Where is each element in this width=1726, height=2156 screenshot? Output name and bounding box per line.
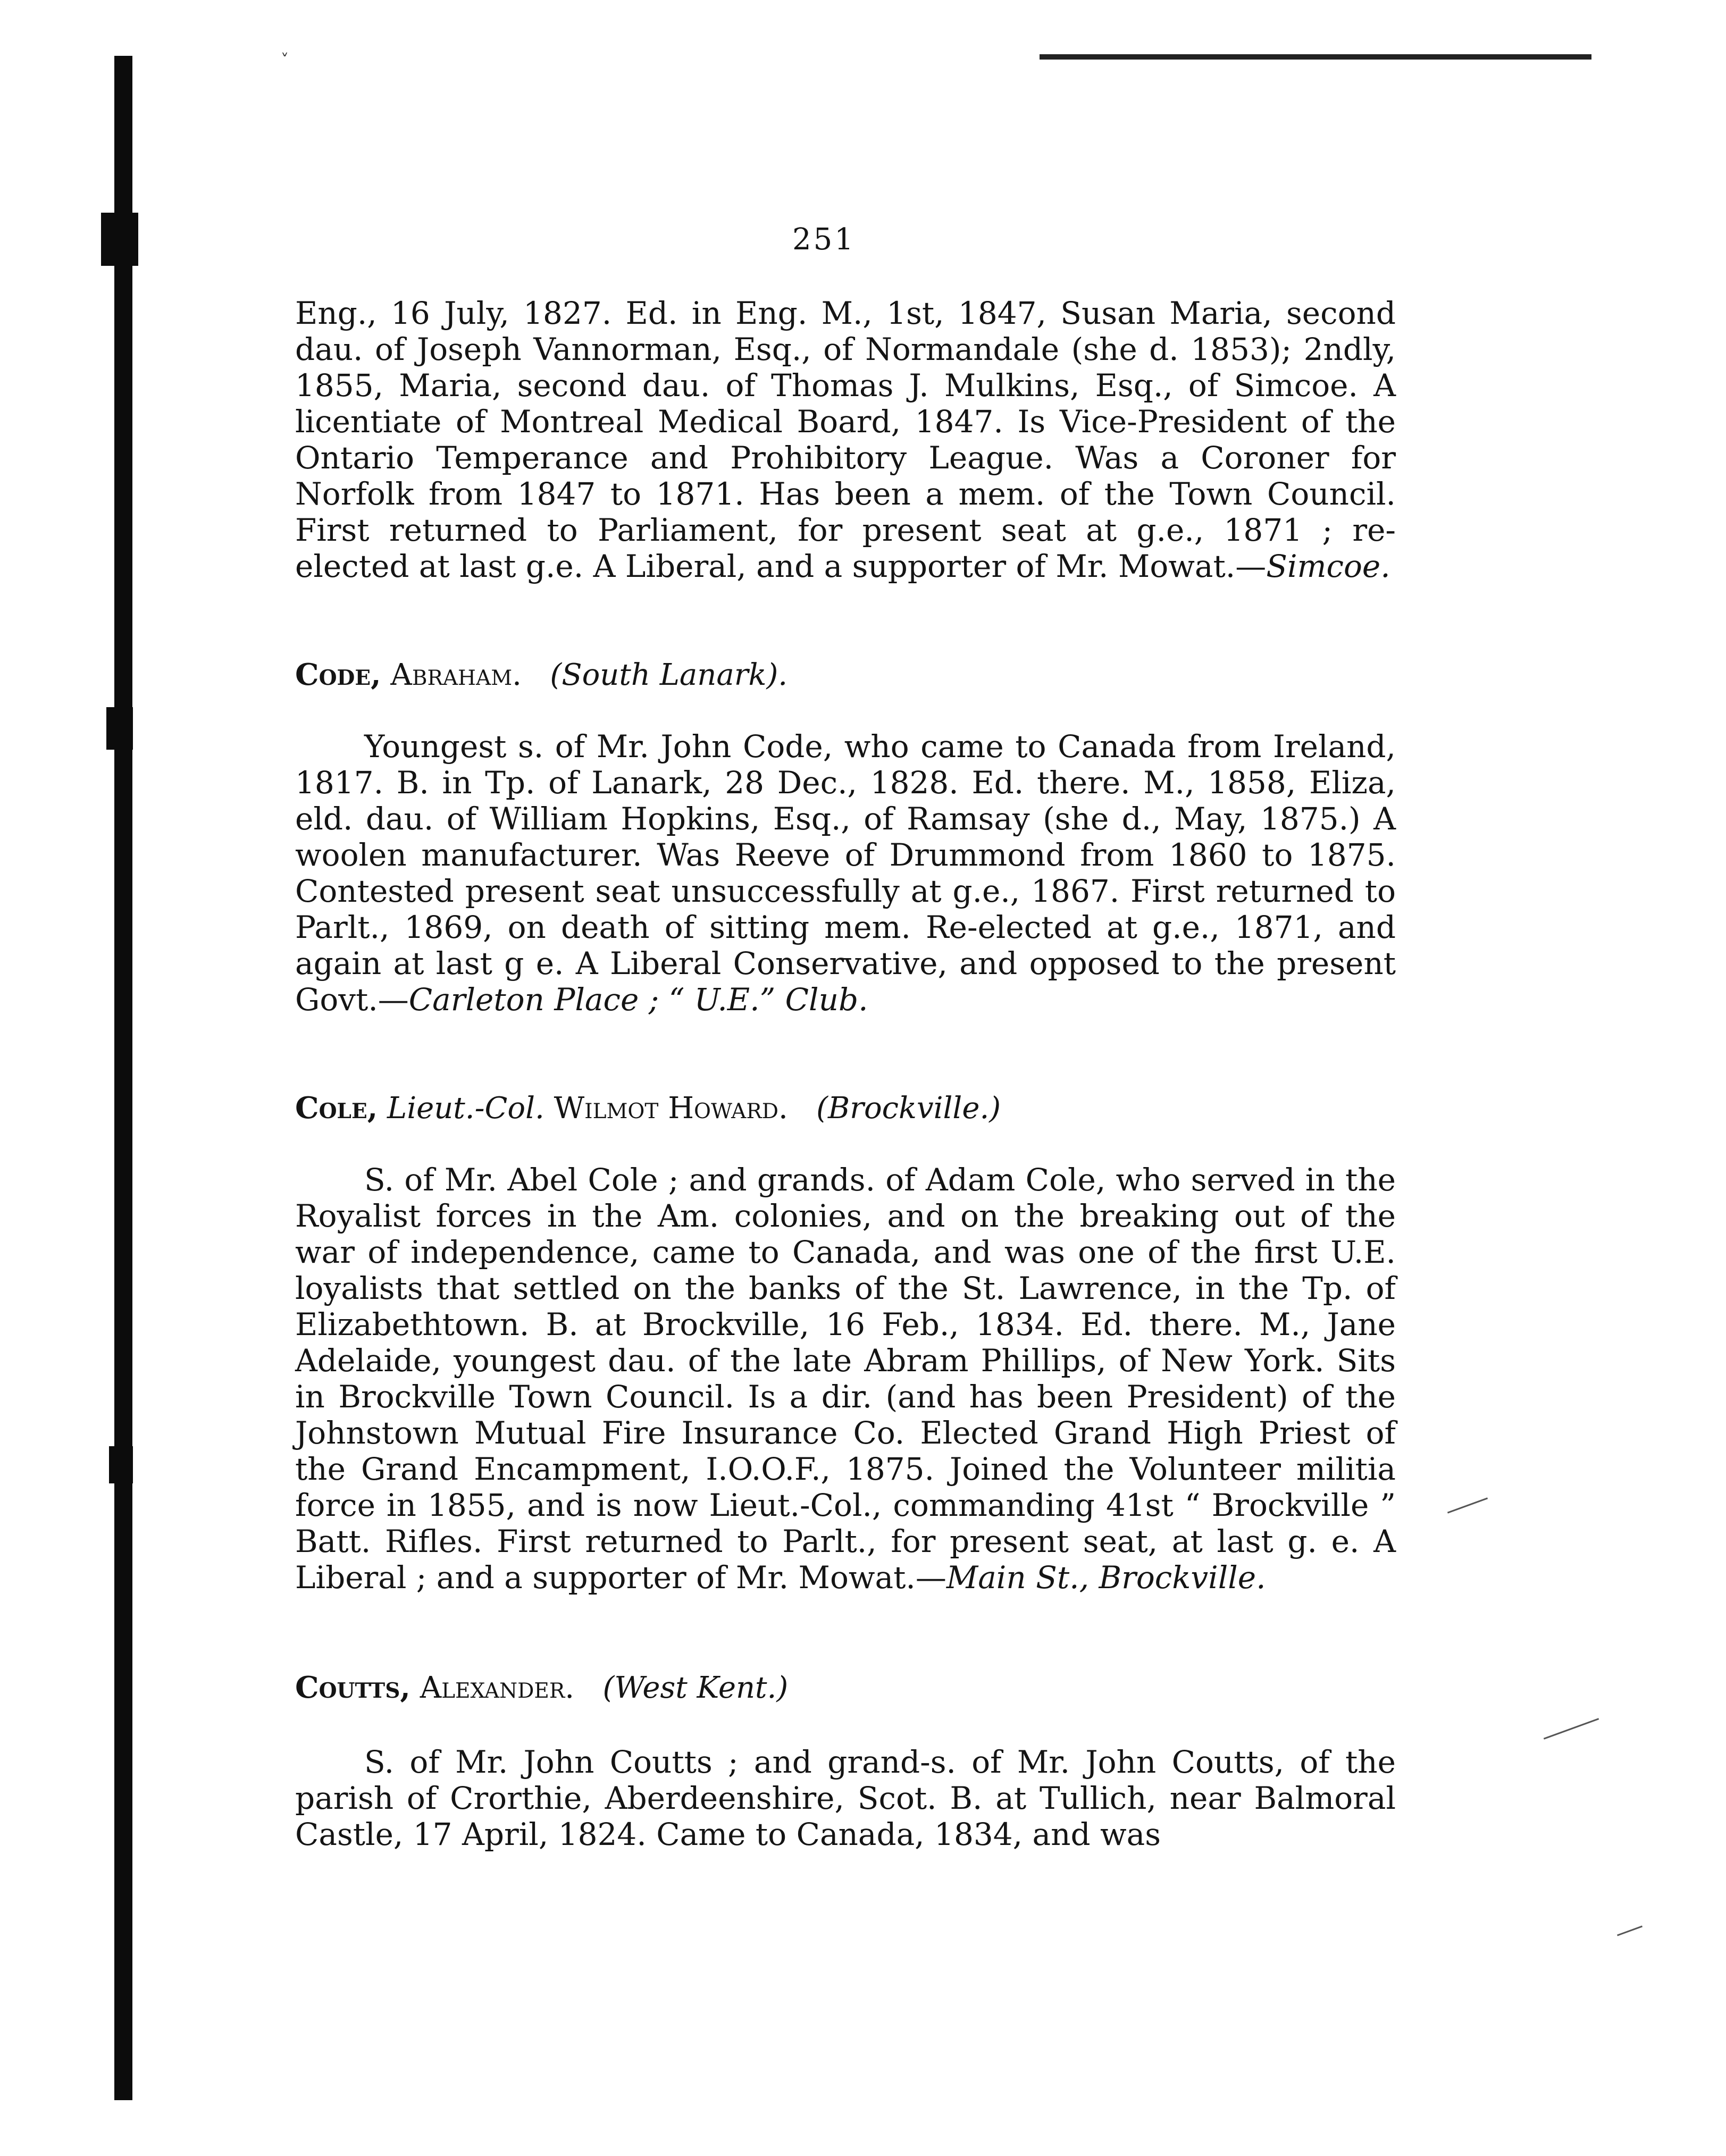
scan-speck bbox=[1544, 1718, 1599, 1739]
scan-binding-edge bbox=[114, 56, 132, 2100]
entry-given-names: Abraham. bbox=[390, 658, 522, 692]
continuation-address: Simcoe. bbox=[1266, 548, 1390, 584]
entry-body-text: S. of Mr. John Coutts ; and grand-s. of Mr. John Coutts, of the parish of Crorthie, Aberdeenshire, Scot. B. at Tullich, near Balmoral Castle, 17 April, 1824. Came to Canada, 1834, and was bbox=[295, 1744, 1396, 1852]
entry-constituency: (West Kent.) bbox=[602, 1671, 789, 1705]
entry-given-names: Alexander. bbox=[420, 1671, 575, 1705]
entry-body-cole bbox=[295, 1162, 1396, 1596]
entry-heading-cole bbox=[295, 1090, 1396, 1127]
entry-address: Main St., Brockville. bbox=[946, 1559, 1266, 1596]
entry-body-text: S. of Mr. Abel Cole ; and grands. of Adam Cole, who served in the Royalist forces in the Am. colonies, and on the breaking out of the war of independence, came to Canada, and was one of the first U.E. loyalists that settled on the banks of the St. Lawrence, in the Tp. of Elizabethtown. B. at Brockville, 16 Feb., 1834. Ed. there. M., Jane Adelaide, youngest dau. of the late Abram Phillips, of New York. Sits in Brockville Town Council. Is a dir. (and has been President) of the Johnstown Mutual Fire Insurance Co. Elected Grand High Priest of the Grand Encampment, I.O.O.F., 1875. Joined the Volunteer militia force in 1855, and is now Lieut.-Col., commanding 41st “ Brockville ” Batt. Rifles. First returned to Parlt., for present seat, at last g. e. A Liberal ; and a supporter of Mr. Mowat.— bbox=[295, 1162, 1396, 1596]
entry-surname: Coutts, bbox=[295, 1670, 410, 1705]
scan-edge-mark bbox=[106, 707, 133, 750]
continuation-text: Eng., 16 July, 1827. Ed. in Eng. M., 1st, 1847, Susan Maria, second dau. of Joseph Vannorman, Esq., of Normandale (she d. 1853); 2ndly, 1855, Maria, second dau. of Thomas J. Mulkins, Esq., of Simcoe. A licentiate of Montreal Medical Board, 1847. Is Vice-President of the Ontario Temperance and Prohibitory League. Was a Coroner for Norfolk from 1847 to 1871. Has been a mem. of the Town Council. First returned to Parliament, for present seat at g.e., 1871 ; re-elected at last g.e. A Liberal, and a supporter of Mr. Mowat.— bbox=[295, 295, 1396, 584]
entry-heading-coutts bbox=[295, 1670, 1396, 1706]
entry-title: Lieut.-Col. bbox=[387, 1091, 544, 1126]
entry-address: Carleton Place ; “ U.E.” Club. bbox=[408, 981, 868, 1018]
entry-constituency: (South Lanark). bbox=[550, 658, 788, 692]
entry-surname: Code, bbox=[295, 657, 381, 692]
entry-heading-code bbox=[295, 657, 1396, 693]
scan-speck bbox=[1617, 1926, 1643, 1936]
scan-speck bbox=[1447, 1497, 1488, 1513]
page-number: 251 bbox=[792, 222, 856, 257]
scan-edge-mark bbox=[101, 213, 138, 266]
scan-edge-mark bbox=[109, 1446, 133, 1483]
entry-body-code bbox=[295, 728, 1396, 1018]
entry-given-names: Wilmot Howard. bbox=[554, 1091, 788, 1126]
continuation-paragraph bbox=[295, 295, 1396, 584]
entry-body-text: Youngest s. of Mr. John Code, who came to Canada from Ireland, 1817. B. in Tp. of Lanark, 28 Dec., 1828. Ed. there. M., 1858, Eliza, eld. dau. of William Hopkins, Esq., of Ramsay (she d., May, 1875.) A woolen manufacturer. Was Reeve of Drummond from 1860 to 1875. Contested present seat unsuccessfully at g.e., 1867. First returned to Parlt., 1869, on death of sitting mem. Re-elected at g.e., 1871, and again at last g e. A Liberal Conservative, and opposed to the present Govt.— bbox=[295, 728, 1396, 1018]
entry-constituency: (Brockville.) bbox=[816, 1091, 1001, 1126]
top-rule bbox=[1040, 54, 1591, 60]
corner-mark: ˅ bbox=[281, 51, 289, 70]
entry-body-coutts bbox=[295, 1744, 1396, 1852]
entry-surname: Cole, bbox=[295, 1090, 378, 1126]
